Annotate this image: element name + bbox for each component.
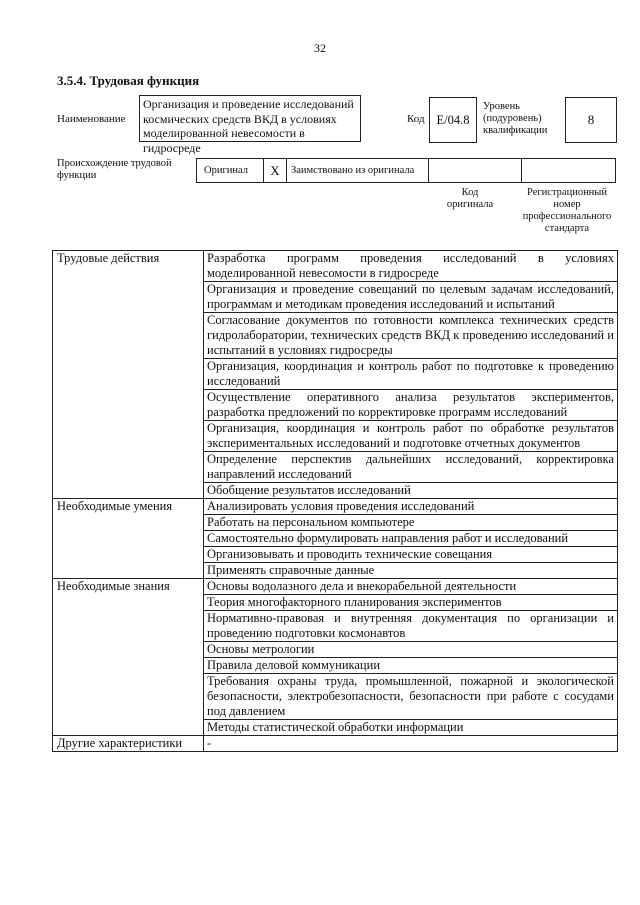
- reg-number-caption: Регистрационный номер профессионального стандарта: [522, 187, 612, 234]
- table-row: [53, 736, 618, 752]
- item-cell: Осуществление оперативного анализа результатов экспериментов, разработка предложений по корректировке программ исследований: [204, 390, 618, 421]
- function-name-box: [139, 95, 361, 155]
- code-value: E/04.8: [436, 112, 470, 127]
- item-cell: Определение перспектив дальнейших исследований, корректировка направлений исследований: [204, 452, 618, 483]
- borrowed-label-cell: [287, 159, 429, 182]
- original-label-cell: [197, 159, 264, 182]
- origin-row: [196, 158, 616, 183]
- item-cell: Работать на персональном компьютере: [204, 515, 618, 531]
- item-cell: Основы водолазного дела и внекорабельной деятельности: [204, 579, 618, 595]
- code-label: Код: [407, 113, 425, 125]
- item-cell: Основы метрологии: [204, 642, 618, 658]
- code-box: [429, 97, 477, 143]
- item-cell: -: [204, 736, 618, 752]
- code-original-cell: [429, 159, 522, 182]
- origin-label: Происхождение трудовой функции: [57, 158, 172, 181]
- name-label: Наименование: [57, 113, 126, 125]
- item-cell: Организация, координация и контроль работ по подготовке к проведению исследований: [204, 359, 618, 390]
- item-cell: Организовывать и проводить технические совещания: [204, 547, 618, 563]
- original-label: Оригинал: [204, 165, 248, 176]
- level-box: [565, 97, 617, 143]
- item-cell: Обобщение результатов исследований: [204, 483, 618, 499]
- level-value: 8: [587, 112, 595, 127]
- code-original-caption: Код оригинала: [446, 187, 494, 210]
- function-name: Организация и проведение исследований космических средств ВКД в условиях моделированной невесомости в гидросреде: [143, 97, 354, 155]
- item-cell: Согласование документов по готовности комплекса технических средств гидролаборатории, технических средств ВКД к проведению исследований и испытаний в условиях гидросреды: [204, 313, 618, 359]
- item-cell: Теория многофакторного планирования экспериментов: [204, 595, 618, 611]
- item-cell: Организация, координация и контроль работ по обработке результатов экспериментальных исследований и подготовке отчетных документов: [204, 421, 618, 452]
- category-cell: Необходимые умения: [53, 499, 204, 579]
- reg-number-cell: [522, 159, 615, 182]
- borrowed-label: Заимствовано из оригинала: [291, 165, 415, 176]
- item-cell: Правила деловой коммуникации: [204, 658, 618, 674]
- category-cell: Трудовые действия: [53, 251, 204, 499]
- item-cell: Разработка программ проведения исследований в условиях моделированной невесомости в гидросреде: [204, 251, 618, 282]
- table-row: [53, 579, 618, 595]
- category-cell: Необходимые знания: [53, 579, 204, 736]
- item-cell: Организация и проведение совещаний по целевым задачам исследований, программам и методикам проведения исследований и испытаний: [204, 282, 618, 313]
- original-mark-cell: [264, 159, 287, 182]
- table-row: [53, 499, 618, 515]
- section-title: 3.5.4. Трудовая функция: [57, 73, 200, 88]
- item-cell: Анализировать условия проведения исследований: [204, 499, 618, 515]
- page-number: 32: [314, 41, 326, 55]
- original-mark: X: [270, 162, 280, 178]
- item-cell: Нормативно-правовая и внутренняя документация по организации и проведению подготовки космонавтов: [204, 611, 618, 642]
- category-cell: Другие характеристики: [53, 736, 204, 752]
- table-row: [53, 251, 618, 282]
- function-details-table: [52, 250, 618, 752]
- item-cell: Методы статистической обработки информации: [204, 720, 618, 736]
- item-cell: Требования охраны труда, промышленной, пожарной и экологической безопасности, электробезопасности, безопасности при работе с сосудами под давлением: [204, 674, 618, 720]
- level-label: Уровень (подуровень) квалификации: [483, 101, 548, 136]
- item-cell: Самостоятельно формулировать направления работ и исследований: [204, 531, 618, 547]
- item-cell: Применять справочные данные: [204, 563, 618, 579]
